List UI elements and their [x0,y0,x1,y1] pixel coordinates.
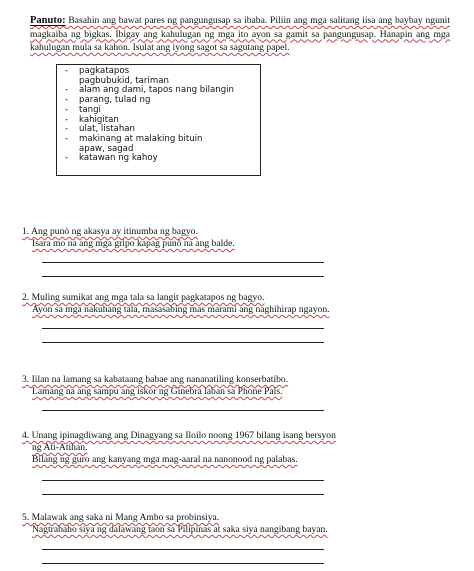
answer-line[interactable] [42,328,324,329]
question-sentence-b: Isara mo na ang mga gripo kapag punô na ang balde. [32,238,235,249]
question-5 [22,512,452,536]
word-choice-item: - ulat, listahan [65,125,260,135]
word-choice-item: apaw, sagad [79,143,134,154]
word-choice-item: - makinang at malaking bituin [65,135,260,145]
word-choice-item: - tangi [65,106,260,116]
question-sentence-a-continued: ng Ati-Atihan. [32,442,88,453]
word-choice-item: pagbubukid, tariman [79,75,169,86]
question-sentence-b: Bilang ng guro ang kanyang mga mag-aaral na nanonood ng palabas. [32,454,298,465]
question-1 [22,226,452,250]
answer-line[interactable] [42,262,324,263]
word-choice-item: - parang, tulad ng [65,96,260,106]
answer-line[interactable] [42,410,324,411]
instructions-label: Panuto: [30,15,66,26]
answer-line[interactable] [42,276,324,277]
answer-line[interactable] [42,480,324,481]
question-2 [22,292,452,316]
answer-line[interactable] [42,494,324,495]
question-3 [22,374,452,398]
question-sentence-a: 1. Ang punò ng akasya ay itinumba ng bagyo. [22,226,198,237]
instructions-paragraph [30,14,450,55]
word-choice-box [56,64,261,176]
question-sentence-a: 5. Malawak ang saka ni Mang Ambo sa probinsiya. [22,512,220,523]
word-choice-item: - katawan ng kahoy [65,154,260,164]
question-4 [22,430,452,466]
answer-line[interactable] [42,342,324,343]
question-sentence-b: Ayon sa mga nakuhang tala, masasabing mas marami ang naghihirap ngayon. [32,304,330,315]
question-sentence-b: Lamang na ang sampu ang iskor ng Ginebra laban sa Phone Pals. [32,386,283,397]
word-choice-item: - alam ang dami, tapos nang bilangin [65,86,260,96]
word-choice-item: - pagkatapos [65,67,260,77]
word-choice-list [65,67,260,164]
answer-line[interactable] [42,549,324,550]
answer-line[interactable] [42,563,324,564]
word-choice-item: - kahigitan [65,116,260,126]
instructions-text: Basahin ang bawat pares ng pangungusap sa ibaba. Piliin ang mga salitang iisa ang baybay ngunit magkaiba ng bigkas. Ibigay ang kahulugan ng mga ito ayon sa gamit sa pangungusap. Hanapin ang mga kahulugan mula sa kahon. Isulat ang iyong sagot sa sagutang papel. [30,15,450,53]
question-sentence-a: 3. Iilan na lamang sa kabataang babae ang nananatiling konserbatibo. [22,374,289,385]
question-sentence-a: 4. Unang ipinagdiwang ang Dinagyang sa Iloilo noong 1967 bilang isang bersyon [22,430,336,441]
question-sentence-b: Nagtrabaho siya ng dalawang taon sa Pilipinas at saka siya nangibang bayan. [32,524,328,535]
question-sentence-a: 2. Muling sumikat ang mga tala sa langit pagkatapos ng bagyo. [22,292,265,303]
